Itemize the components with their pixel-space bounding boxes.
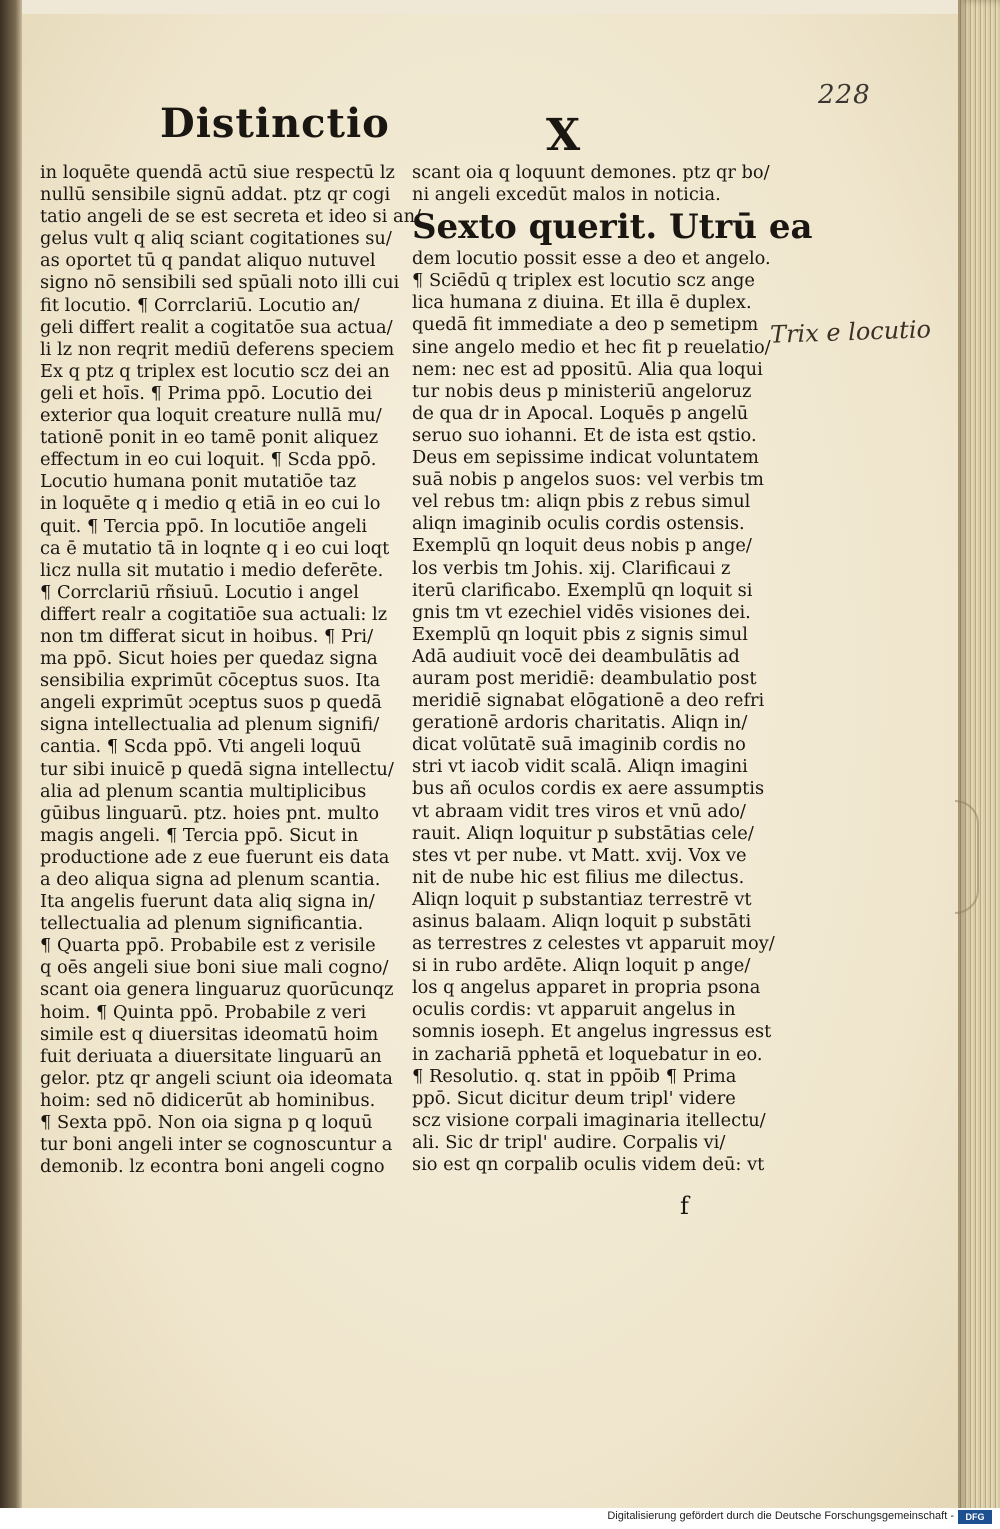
page-clip: [955, 800, 979, 914]
text-line: differt realr a cogitatiōe sua actuali: lz: [40, 603, 388, 625]
text-line: Adā audiuit vocē dei deambulātis ad: [412, 645, 740, 667]
text-line: geli differt realit a cogitatōe sua actua/: [40, 316, 393, 338]
text-line: li lz non reqrit mediū deferens speciem: [40, 338, 395, 360]
text-line: los verbis tm Johis. xij. Clarificaui z: [412, 557, 731, 579]
text-line: scant oia q loquunt demones. ptz qr bo/: [412, 162, 770, 183]
text-line: hoim. ¶ Quinta ppō. Probabile z veri: [40, 1001, 367, 1023]
text-line: gelor. ptz qr angeli sciunt oia ideomata: [40, 1067, 393, 1089]
text-line: geli et hoīs. ¶ Prima ppō. Locutio dei: [40, 382, 373, 404]
text-line: in loquēte quendā actū siue respectū lz: [40, 162, 395, 183]
text-line: simile est q diuersitas ideomatū hoim: [40, 1023, 379, 1045]
text-line: hoim: sed nō didicerūt ab hominibus.: [40, 1089, 376, 1111]
text-line: nit de nube hic est filius me dilectus.: [412, 866, 745, 888]
text-line: as terrestres z celestes vt apparuit moy/: [412, 933, 775, 955]
book-gutter: [0, 0, 22, 1529]
text-line: ¶ Sexta ppō. Non oia signa p q loquū: [40, 1112, 373, 1134]
text-line: in loquēte q i medio q etiā in eo cui lo: [40, 493, 381, 515]
text-line: meridiē signabat elōgationē a deo refri: [412, 690, 765, 712]
text-line: Deus em sepissime indicat voluntatem: [412, 447, 759, 469]
text-line: Exemplū qn loquit deus nobis p ange/: [412, 535, 752, 557]
text-line: scant oia genera linguaruz quorūcunqz: [40, 979, 394, 1001]
text-line: signo nō sensibili sed spūali noto illi cui: [40, 272, 400, 294]
text-line: oculis cordis: vt apparuit angelus in: [412, 999, 736, 1021]
text-line: ¶ Corrclariū rñsiuū. Locutio i angel: [40, 581, 359, 603]
text-line: asinus balaam. Aliqn loquit p substāti: [412, 911, 752, 932]
text-line: productione ade z eue fuerunt eis data: [40, 846, 390, 868]
text-line: gūibus linguarū. ptz. hoies pnt. multo: [40, 802, 380, 824]
text-line: non tm differat sicut in hoibus. ¶ Pri/: [40, 625, 374, 647]
running-header-left: Distinctio: [160, 100, 390, 147]
text-line: signa intellectualia ad plenum signifi/: [40, 714, 380, 736]
text-line: lica humana z diuina. Et illa ē duplex.: [412, 292, 752, 314]
text-line: auram post meridiē: deambulatio post: [412, 667, 757, 689]
text-line: as oportet tū q pandat aliquo nutuvel: [40, 250, 376, 272]
text-line: bus añ oculos cordis ex aere assumptis: [412, 778, 765, 800]
text-line: tatio angeli de se est secreta et ideo si an/: [40, 206, 422, 228]
text-line: Exemplū qn loquit pbis z signis simul: [412, 623, 748, 645]
running-header-right: X: [546, 110, 581, 161]
text-line: ¶ Resolutio. q. stat in ppōib ¶ Prima: [412, 1065, 737, 1087]
text-line: licz nulla sit mutatio i medio deferēte.: [40, 559, 384, 581]
text-line: fuit deriuata a diuersitate linguarū an: [40, 1045, 382, 1067]
text-line: scz visione corpali imaginaria itellectu/: [412, 1109, 766, 1131]
text-line: ppō. Sicut dicitur deum tripl' videre: [412, 1087, 736, 1109]
text-line: demonib. lz econtra boni angeli cogno: [40, 1156, 385, 1178]
handwritten-margin-note: Trix e locutio: [769, 315, 932, 349]
text-line: seruo suo iohanni. Et de ista est qstio.: [412, 424, 757, 446]
text-column-right-top: [412, 162, 770, 206]
text-line: suā nobis p angelos suos: vel verbis tm: [412, 469, 764, 491]
text-line: de qua dr in Apocal. Loquēs p angelū: [412, 402, 749, 424]
text-line: ¶ Quarta ppō. Probabile est z verisile: [40, 935, 376, 957]
folio-number: 228: [818, 80, 871, 110]
text-line: gelus vult q aliq sciant cogitationes su/: [40, 228, 392, 250]
text-line: quit. ¶ Tercia ppō. In locutiōe angeli: [40, 515, 368, 537]
text-line: tur boni angeli inter se cognoscuntur a: [40, 1134, 393, 1156]
text-line: si in rubo ardēte. Aliqn loquit p ange/: [412, 955, 751, 977]
text-line: vel rebus tm: aliqn pbis z rebus simul: [412, 491, 751, 513]
text-line: somnis ioseph. Et angelus ingressus est: [412, 1021, 772, 1043]
text-line: nem: nec est ad ppositū. Alia qua loqui: [412, 358, 763, 380]
text-column-right-body: [412, 248, 775, 1176]
text-line: stes vt per nube. vt Matt. xvij. Vox ve: [412, 844, 747, 866]
text-column-right: [412, 162, 813, 1176]
text-line: ni angeli excedūt malos in noticia.: [412, 184, 721, 206]
text-line: nullū sensibile signū addat. ptz qr cogi: [40, 184, 391, 206]
text-line: alia ad plenum scantia multiplicibus: [40, 780, 367, 802]
dfg-logo: DFG: [958, 1510, 992, 1524]
text-line: gerationē ardoris charitatis. Aliqn in/: [412, 712, 748, 734]
text-line: vt abraam vidit tres viros et vnū ado/: [412, 800, 746, 822]
text-line: fit locutio. ¶ Corrclariū. Locutio an/: [40, 294, 360, 316]
text-column-left: [40, 162, 422, 1178]
text-line: in zachariā pphetā et loquebatur in eo.: [412, 1043, 763, 1065]
text-line: tellectualia ad plenum significantia.: [40, 913, 364, 935]
text-line: exterior qua loquit creature nullā mu/: [40, 405, 382, 427]
text-line: ma ppō. Sicut hoies per quedaz signa: [40, 648, 378, 670]
text-line: Locutio humana ponit mutatiōe taz: [40, 471, 357, 493]
text-line: aliqn imaginib oculis cordis ostensis.: [412, 513, 745, 535]
text-line: sine angelo medio et hec fit p reuelatio/: [412, 336, 771, 358]
text-line: sio est qn corpalib oculis videm deū: vt: [412, 1154, 765, 1176]
text-line: los q angelus apparet in propria psona: [412, 977, 761, 999]
question-heading: Sexto querit. Utrū ea: [412, 207, 813, 248]
text-line: Aliqn loquit p substantiaz terrestrē vt: [412, 888, 752, 910]
footer-credit: Digitalisierung gefördert durch die Deutsche Forschungsgemeinschaft -: [607, 1510, 954, 1522]
text-line: a deo aliqua signa ad plenum scantia.: [40, 869, 381, 890]
text-line: q oēs angeli siue boni siue mali cogno/: [40, 957, 389, 979]
text-line: tur nobis deus p ministeriū angeloruz: [412, 380, 752, 402]
text-line: Ex q ptz q triplex est locutio scz dei an: [40, 360, 390, 382]
text-line: dem locutio possit esse a deo et angelo.: [412, 248, 771, 270]
text-line: angeli exprimūt ɔceptus suos p quedā: [40, 692, 382, 714]
text-line: tationē ponit in eo tamē ponit aliquez: [40, 427, 379, 449]
text-line: gnis tm vt ezechiel vidēs visiones dei.: [412, 601, 751, 623]
page-fore-edge: [958, 0, 1000, 1529]
text-line: effectum in eo cui loquit. ¶ Scda ppō.: [40, 449, 377, 471]
text-line: tur sibi inuicē p quedā signa intellectu/: [40, 758, 394, 780]
text-line: iterū clarificabo. Exemplū qn loquit si: [412, 579, 753, 601]
text-line: quedā fit immediate a deo p semetipm: [412, 314, 759, 336]
text-line: ¶ Sciēdū q triplex est locutio scz ange: [412, 270, 755, 292]
text-line: cantia. ¶ Scda ppō. Vti angeli loquū: [40, 736, 362, 758]
text-line: Ita angelis fuerunt data aliq signa in/: [40, 891, 375, 913]
catchword: f: [680, 1192, 689, 1220]
text-line: sensibilia exprimūt cōceptus suos. Ita: [40, 670, 381, 692]
text-line: ca ē mutatio tā in loqnte q i eo cui loqt: [40, 537, 390, 559]
text-line: ali. Sic dr tripl' audire. Corpalis vi/: [412, 1131, 726, 1153]
text-line: magis angeli. ¶ Tercia ppō. Sicut in: [40, 824, 359, 846]
text-line: stri vt iacob vidit scalā. Aliqn imagini: [412, 756, 748, 778]
text-line: rauit. Aliqn loquitur p substātias cele/: [412, 822, 754, 844]
text-line: dicat volūtatē suā imaginib cordis no: [412, 734, 746, 756]
